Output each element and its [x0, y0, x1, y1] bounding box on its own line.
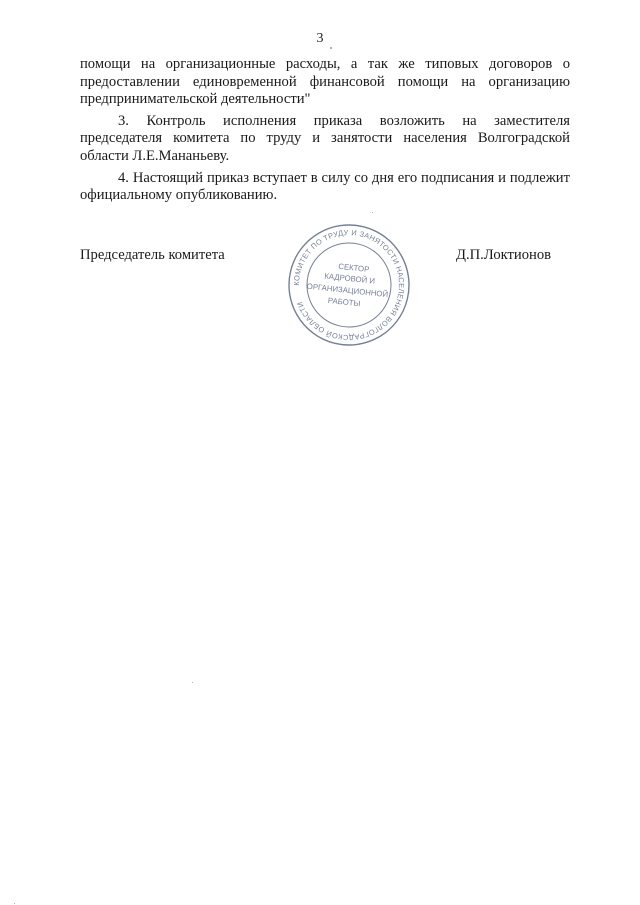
scan-speck	[372, 212, 373, 213]
seal-center-line-1: СЕКТОР	[337, 261, 370, 275]
seal-center-line-4: РАБОТЫ	[327, 295, 361, 309]
official-seal-stamp	[286, 222, 412, 348]
paragraph-item-4: 4. Настоящий приказ вступает в силу со дня его подписания и подлежит официальному опубликованию.	[80, 169, 570, 204]
scan-speck	[192, 682, 193, 683]
signatory-title: Председатель комитета	[80, 247, 225, 263]
paragraph-item-3: 3. Контроль исполнения приказа возложить на заместителя председателя комитета по труду и занятости населения Волгоградской области Л.Е.Мананьеву.	[80, 112, 570, 164]
seal-outer-circle	[286, 222, 412, 348]
seal-center-line-2: КАДРОВОЙ И	[323, 271, 376, 286]
page-number: 3	[316, 31, 324, 46]
scan-speck	[14, 903, 15, 904]
seal-ring-text: КОМИТЕТ ПО ТРУДУ И ЗАНЯТОСТИ НАСЕЛЕНИЯ ВОЛГОГРАДСКОЙ ОБЛАСТИ	[291, 227, 407, 343]
scan-speck	[330, 47, 332, 49]
signatory-name: Д.П.Локтионов	[456, 247, 552, 263]
document-body	[80, 56, 570, 209]
paragraph-continuation: помощи на организационные расходы, а так же типовых договоров о предоставлении единовременной финансовой помощи на организацию предпринимательской деятельности"	[80, 56, 570, 108]
seal-center-line-3: ОРГАНИЗАЦИОННОЙ	[306, 281, 389, 300]
